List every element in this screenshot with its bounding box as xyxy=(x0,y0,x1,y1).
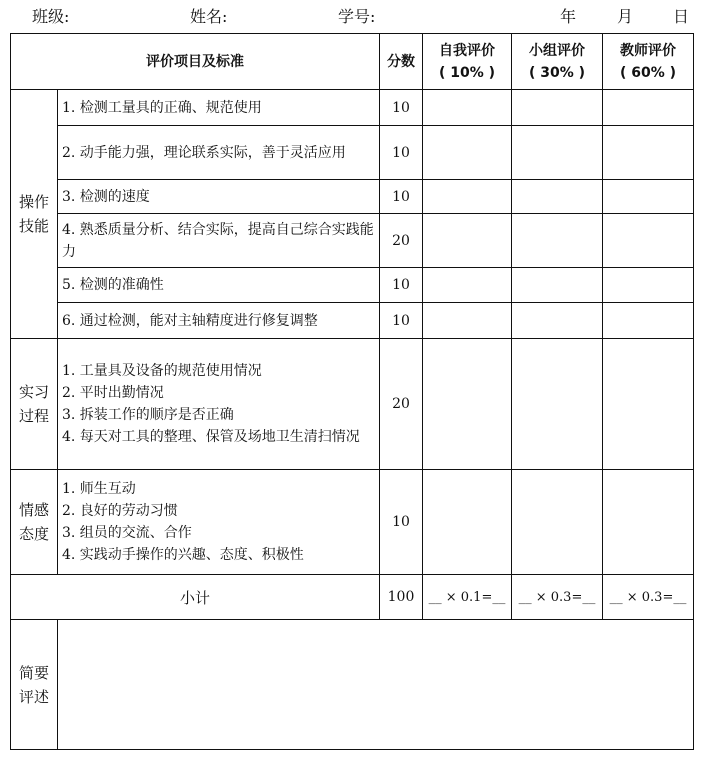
score-cell: 10 xyxy=(380,126,423,180)
summary-label: 简要 评述 xyxy=(11,620,58,750)
self-eval-cell[interactable] xyxy=(423,268,512,303)
criteria-cell: 3. 检测的速度 xyxy=(58,180,380,214)
year-label: 年 xyxy=(560,7,577,26)
subtotal-score: 100 xyxy=(380,575,423,620)
self-eval-cell[interactable] xyxy=(423,214,512,268)
self-eval-title: 自我评价 xyxy=(439,42,495,59)
subtotal-row xyxy=(11,575,694,620)
group-eval-weight: ( 30% ) xyxy=(528,64,586,81)
score-cell: 20 xyxy=(380,214,423,268)
score-cell: 10 xyxy=(380,470,423,575)
evaluation-table xyxy=(10,33,694,750)
table-row xyxy=(11,339,694,470)
table-row xyxy=(11,214,694,268)
list-item: 1. 师生互动 xyxy=(62,481,136,497)
criteria-list-cell xyxy=(58,339,380,470)
score-cell: 10 xyxy=(380,268,423,303)
class-label: 班级: xyxy=(32,7,70,26)
summary-row xyxy=(11,620,694,750)
table-row xyxy=(11,126,694,180)
criteria-column-header: 评价项目及标准 xyxy=(11,34,380,90)
teacher-eval-cell[interactable] xyxy=(603,90,694,126)
table-row xyxy=(11,470,694,575)
teacher-eval-title: 教师评价 xyxy=(620,42,676,59)
teacher-eval-cell[interactable] xyxy=(603,180,694,214)
group-eval-cell[interactable] xyxy=(512,268,603,303)
teacher-eval-cell[interactable] xyxy=(603,470,694,575)
criteria-cell: 6. 通过检测，能对主轴精度进行修复调整 xyxy=(58,303,380,339)
self-eval-cell[interactable] xyxy=(423,126,512,180)
group-eval-cell[interactable] xyxy=(512,303,603,339)
self-eval-cell[interactable] xyxy=(423,90,512,126)
list-item: 3. 组员的交流、合作 xyxy=(62,525,192,541)
group-eval-cell[interactable] xyxy=(512,90,603,126)
list-item: 3. 拆装工作的顺序是否正确 xyxy=(62,407,234,423)
table-row xyxy=(11,90,694,126)
group-eval-cell[interactable] xyxy=(512,470,603,575)
group-eval-cell[interactable] xyxy=(512,214,603,268)
category-practice-process: 实习 过程 xyxy=(11,339,58,470)
self-eval-weight: ( 10% ) xyxy=(438,64,496,81)
criteria-cell: 4. 熟悉质量分析、结合实际，提高自己综合实践能力 xyxy=(58,214,380,268)
subtotal-label: 小计 xyxy=(11,575,380,620)
teacher-eval-cell[interactable] xyxy=(603,126,694,180)
list-item: 1. 工量具及设备的规范使用情况 xyxy=(62,363,262,379)
self-eval-formula[interactable]: __ × 0.1=__ xyxy=(423,575,512,620)
score-cell: 10 xyxy=(380,303,423,339)
criteria-cell: 1. 检测工量具的正确、规范使用 xyxy=(58,90,380,126)
teacher-eval-cell[interactable] xyxy=(603,339,694,470)
group-eval-formula[interactable]: __ × 0.3=__ xyxy=(512,575,603,620)
table-row xyxy=(11,268,694,303)
month-label: 月 xyxy=(617,7,634,26)
form-header xyxy=(0,4,702,28)
day-label: 日 xyxy=(673,7,690,26)
teacher-eval-weight: ( 60% ) xyxy=(619,64,677,81)
score-column-header: 分数 xyxy=(380,34,423,90)
group-eval-cell[interactable] xyxy=(512,126,603,180)
category-emotion-attitude: 情感 态度 xyxy=(11,470,58,575)
self-eval-cell[interactable] xyxy=(423,180,512,214)
category-operation-skill: 操作 技能 xyxy=(11,90,58,339)
teacher-eval-column-header xyxy=(603,34,694,90)
table-row xyxy=(11,303,694,339)
student-id-label: 学号: xyxy=(338,7,376,26)
group-eval-column-header xyxy=(512,34,603,90)
summary-comment-area[interactable] xyxy=(58,620,694,750)
self-eval-cell[interactable] xyxy=(423,303,512,339)
criteria-cell: 2. 动手能力强，理论联系实际，善于灵活应用 xyxy=(58,126,380,180)
self-eval-cell[interactable] xyxy=(423,470,512,575)
self-eval-column-header xyxy=(423,34,512,90)
score-cell: 20 xyxy=(380,339,423,470)
group-eval-title: 小组评价 xyxy=(529,42,585,59)
list-item: 2. 平时出勤情况 xyxy=(62,385,164,401)
list-item: 4. 实践动手操作的兴趣、态度、积极性 xyxy=(62,547,304,563)
criteria-list-cell xyxy=(58,470,380,575)
group-eval-cell[interactable] xyxy=(512,339,603,470)
teacher-eval-cell[interactable] xyxy=(603,303,694,339)
list-item: 2. 良好的劳动习惯 xyxy=(62,503,178,519)
criteria-cell: 5. 检测的准确性 xyxy=(58,268,380,303)
group-eval-cell[interactable] xyxy=(512,180,603,214)
self-eval-cell[interactable] xyxy=(423,339,512,470)
table-row xyxy=(11,180,694,214)
teacher-eval-cell[interactable] xyxy=(603,214,694,268)
list-item: 4. 每天对工具的整理、保管及场地卫生清扫情况 xyxy=(62,429,360,445)
table-header-row xyxy=(11,34,694,90)
teacher-eval-cell[interactable] xyxy=(603,268,694,303)
score-cell: 10 xyxy=(380,90,423,126)
teacher-eval-formula[interactable]: __ × 0.3=__ xyxy=(603,575,694,620)
name-label: 姓名: xyxy=(190,7,228,26)
score-cell: 10 xyxy=(380,180,423,214)
